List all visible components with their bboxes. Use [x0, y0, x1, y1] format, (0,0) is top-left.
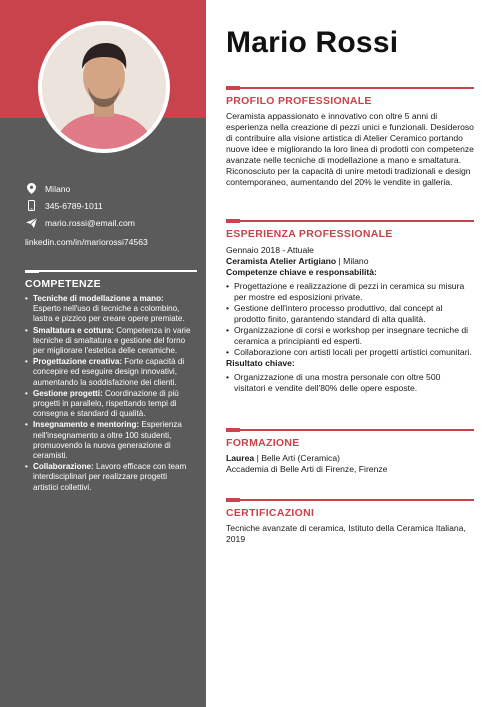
experience-body — [226, 245, 474, 394]
linkedin-link[interactable]: linkedin.com/in/mariorossi74563 — [25, 237, 148, 247]
results-list — [226, 372, 474, 394]
experience-divider — [226, 220, 474, 222]
skill-item: • Gestione progetti: Coordinazione di più progetti in parallelo, rispettando tempi di consegna e standard di qualità. — [25, 389, 193, 420]
list-item: • Organizzazione di corsi e workshop per insegnare tecniche di ceramica a principianti ed esperti. — [226, 325, 474, 347]
experience-role-line: Ceramista Atelier Artigiano | Milano — [226, 256, 369, 266]
email-link[interactable]: mario.rossi@email.com — [45, 217, 135, 228]
experience-skills-heading: Competenze chiave e responsabilità: — [226, 267, 377, 277]
skills-list — [25, 294, 193, 494]
certifications-body: Tecniche avanzate di ceramica, Istituto della Ceramica Italiana, 2019 — [226, 523, 466, 544]
experience-results-heading: Risultato chiave: — [226, 358, 295, 368]
experience-dates: Gennaio 2018 - Attuale — [226, 245, 314, 255]
profile-text: Ceramista appassionato e innovativo con oltre 5 anni di esperienza nella creazione di pezzi unici e funzionali. Desideroso di contribuire alla visione artistica di Atelier Ceramico portando nuove idee e migliorando la loro linea di prodotti con competenze avanzate nelle tecniche di modellazione a mano e smaltatura. Riconosciuto per la capacità di unire metodi tradizionali e design contemporaneo, aumentando del 20% le vendite in galleria. — [226, 111, 474, 187]
responsibility-list — [226, 281, 474, 358]
list-item: • Collaborazione con artisti locali per progetti artistici comunitari. — [226, 347, 474, 358]
send-icon — [25, 217, 37, 229]
skill-item: • Progettazione creativa: Forte capacità di concepire ed eseguire design innovativi, aumentando la soddisfazione dei clienti. — [25, 357, 193, 388]
skill-item: • Insegnamento e mentoring: Esperienza nell'insegnamento a oltre 100 studenti, promuovendo la nuova generazione di ceramisti. — [25, 420, 193, 461]
list-item: • Gestione dell'intero processo produttivo, dal concept al prodotto finito, garantendo standard di alta qualità. — [226, 303, 474, 325]
profile-title: PROFILO PROFESSIONALE — [226, 95, 372, 107]
certifications-divider — [226, 499, 474, 501]
skill-item: • Tecniche di modellazione a mano: Esperto nell'uso di tecniche a colombino, lastra e pizzico per creare opere premiate. — [25, 294, 193, 325]
certifications-title: CERTIFICAZIONI — [226, 507, 315, 519]
phone-text: 345-6789-1011 — [45, 200, 103, 211]
contact-location — [25, 180, 197, 197]
location-text: Milano — [45, 183, 71, 194]
skills-title: COMPETENZE — [25, 278, 101, 290]
contact-phone — [25, 197, 197, 214]
education-body — [226, 453, 474, 475]
profile-photo — [38, 21, 170, 153]
skill-item: • Smaltatura e cottura: Competenza in varie tecniche di smaltatura e gestione del forno per migliorare l'estetica delle ceramiche. — [25, 326, 193, 357]
education-degree-line: Laurea | Belle Arti (Ceramica) — [226, 453, 340, 463]
education-title: FORMAZIONE — [226, 437, 300, 449]
candidate-name: Mario Rossi — [226, 26, 399, 59]
contact-email — [25, 214, 197, 231]
experience-title: ESPERIENZA PROFESSIONALE — [226, 228, 393, 240]
location-pin-icon — [25, 183, 37, 195]
contact-info — [25, 180, 197, 247]
skills-divider — [25, 270, 197, 272]
skill-item: • Collaborazione: Lavoro efficace con team interdisciplinari per realizzare progetti artistici collettivi. — [25, 462, 193, 493]
education-school: Accademia di Belle Arti di Firenze, Firenze — [226, 464, 388, 474]
education-divider — [226, 429, 474, 431]
list-item: • Organizzazione di una mostra personale con oltre 500 visitatori e vendite dell'80% delle opere esposte. — [226, 372, 474, 394]
list-item: • Progettazione e realizzazione di pezzi in ceramica su misura per mostre ed esposizioni private. — [226, 281, 474, 303]
phone-icon — [25, 200, 37, 212]
profile-divider — [226, 87, 474, 89]
